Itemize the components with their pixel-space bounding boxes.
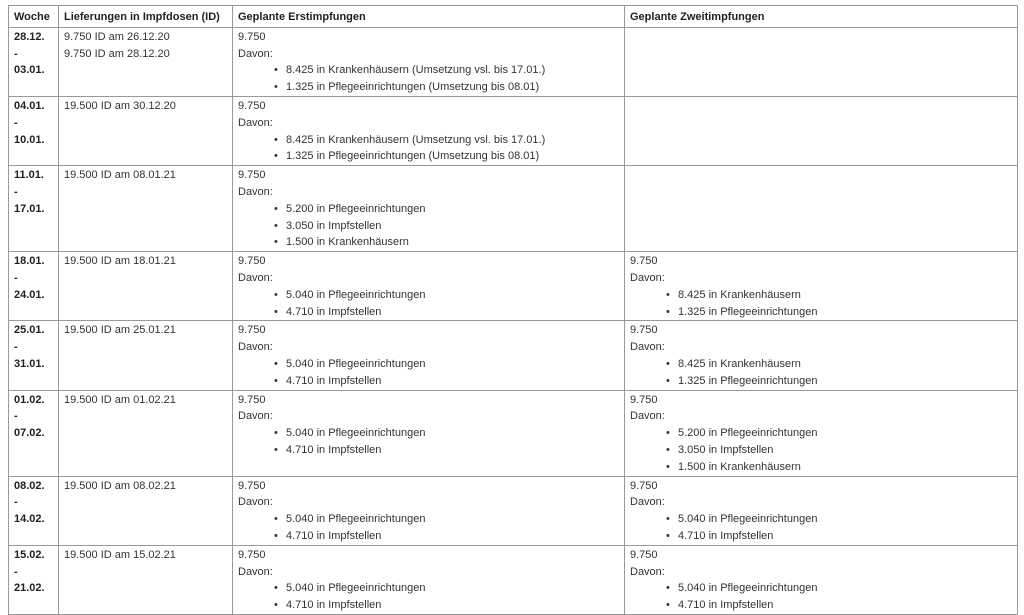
week-line: 21.02. <box>14 582 45 595</box>
deliveries-cell <box>59 96 233 165</box>
breakdown-item: • 5.040 in Pflegeeinrichtungen <box>238 287 620 304</box>
breakdown-item: • 5.200 in Pflegeeinrichtungen <box>238 201 620 218</box>
breakdown-item: • 1.325 in Pflegeeinrichtungen (Umsetzung bis 08.01) <box>238 148 620 165</box>
davon-label: Davon: <box>238 116 273 129</box>
header-row <box>9 6 1018 28</box>
week-line: - <box>14 185 18 198</box>
breakdown-list <box>238 511 620 545</box>
week-line: 28.12. <box>14 30 45 43</box>
header-first-vaccinations: Geplante Erstimpfungen <box>233 6 625 28</box>
davon-label: Davon: <box>630 496 665 509</box>
davon-label: Davon: <box>238 496 273 509</box>
week-line: 17.01. <box>14 202 45 215</box>
dose-total: 9.750 <box>238 548 266 561</box>
davon-label: Davon: <box>630 565 665 578</box>
second-vaccination-cell <box>625 390 1018 476</box>
second-vaccination-cell <box>625 96 1018 165</box>
header-week: Woche <box>9 6 59 28</box>
week-line: 14.02. <box>14 513 45 526</box>
breakdown-list <box>238 132 620 166</box>
breakdown-item: • 5.040 in Pflegeeinrichtungen <box>630 511 1013 528</box>
week-line: - <box>14 565 18 578</box>
week-cell <box>9 321 59 390</box>
table-row <box>9 166 1018 252</box>
week-line: 25.01. <box>14 324 45 337</box>
breakdown-list <box>238 356 620 390</box>
second-vaccination-cell <box>625 321 1018 390</box>
deliveries-cell <box>59 545 233 614</box>
delivery-line: 9.750 ID am 28.12.20 <box>64 47 170 60</box>
delivery-line: 9.750 ID am 26.12.20 <box>64 30 170 43</box>
second-vaccination-cell <box>625 252 1018 321</box>
week-line: - <box>14 116 18 129</box>
week-line: - <box>14 271 18 284</box>
table-row <box>9 252 1018 321</box>
first-vaccination-cell <box>233 545 625 614</box>
davon-label: Davon: <box>238 341 273 354</box>
dose-total: 9.750 <box>630 548 658 561</box>
breakdown-item: • 5.040 in Pflegeeinrichtungen <box>630 580 1013 597</box>
dose-total: 9.750 <box>630 393 658 406</box>
breakdown-item: • 8.425 in Krankenhäusern (Umsetzung vsl. bis 17.01.) <box>238 62 620 79</box>
dose-total: 9.750 <box>238 99 266 112</box>
breakdown-item: • 1.325 in Pflegeeinrichtungen <box>630 304 1013 321</box>
deliveries-cell <box>59 476 233 545</box>
breakdown-item: • 1.500 in Krankenhäusern <box>238 234 620 251</box>
first-vaccination-cell <box>233 27 625 96</box>
week-line: - <box>14 341 18 354</box>
week-cell <box>9 545 59 614</box>
table-row <box>9 96 1018 165</box>
breakdown-item: • 8.425 in Krankenhäusern <box>630 287 1013 304</box>
breakdown-item: • 5.200 in Pflegeeinrichtungen <box>630 425 1013 442</box>
breakdown-item: • 3.050 in Impfstellen <box>238 218 620 235</box>
first-vaccination-cell <box>233 321 625 390</box>
week-line: 15.02. <box>14 548 45 561</box>
dose-total: 9.750 <box>238 255 266 268</box>
dose-total: 9.750 <box>630 255 658 268</box>
table-row <box>9 321 1018 390</box>
davon-label: Davon: <box>630 410 665 423</box>
delivery-line: 19.500 ID am 08.02.21 <box>64 479 176 492</box>
breakdown-item: • 4.710 in Impfstellen <box>238 528 620 545</box>
second-vaccination-cell <box>625 27 1018 96</box>
breakdown-item: • 5.040 in Pflegeeinrichtungen <box>238 511 620 528</box>
breakdown-item: • 3.050 in Impfstellen <box>630 442 1013 459</box>
deliveries-cell <box>59 27 233 96</box>
week-cell <box>9 96 59 165</box>
breakdown-list <box>238 425 620 459</box>
breakdown-list <box>238 287 620 321</box>
week-line: 03.01. <box>14 64 45 77</box>
delivery-line: 19.500 ID am 01.02.21 <box>64 393 176 406</box>
vaccination-schedule-table <box>8 5 1018 615</box>
week-line: 04.01. <box>14 99 45 112</box>
breakdown-item: • 4.710 in Impfstellen <box>630 528 1013 545</box>
breakdown-item: • 4.710 in Impfstellen <box>630 597 1013 614</box>
breakdown-item: • 1.325 in Pflegeeinrichtungen <box>630 373 1013 390</box>
davon-label: Davon: <box>238 47 273 60</box>
first-vaccination-cell <box>233 476 625 545</box>
dose-total: 9.750 <box>238 393 266 406</box>
davon-label: Davon: <box>630 271 665 284</box>
breakdown-item: • 8.425 in Krankenhäusern (Umsetzung vsl. bis 17.01.) <box>238 132 620 149</box>
week-cell <box>9 166 59 252</box>
breakdown-list <box>630 425 1013 475</box>
deliveries-cell <box>59 321 233 390</box>
dose-total: 9.750 <box>238 324 266 337</box>
breakdown-item: • 5.040 in Pflegeeinrichtungen <box>238 356 620 373</box>
first-vaccination-cell <box>233 96 625 165</box>
davon-label: Davon: <box>630 341 665 354</box>
davon-label: Davon: <box>238 185 273 198</box>
table-row <box>9 27 1018 96</box>
dose-total: 9.750 <box>630 479 658 492</box>
delivery-line: 19.500 ID am 15.02.21 <box>64 548 176 561</box>
breakdown-item: • 1.325 in Pflegeeinrichtungen (Umsetzung bis 08.01) <box>238 79 620 96</box>
week-cell <box>9 27 59 96</box>
breakdown-list <box>630 580 1013 614</box>
breakdown-item: • 4.710 in Impfstellen <box>238 373 620 390</box>
week-cell <box>9 252 59 321</box>
breakdown-item: • 4.710 in Impfstellen <box>238 442 620 459</box>
breakdown-list <box>630 287 1013 321</box>
week-line: - <box>14 47 18 60</box>
deliveries-cell <box>59 252 233 321</box>
deliveries-cell <box>59 166 233 252</box>
week-cell <box>9 476 59 545</box>
breakdown-item: • 5.040 in Pflegeeinrichtungen <box>238 580 620 597</box>
dose-total: 9.750 <box>238 479 266 492</box>
second-vaccination-cell <box>625 166 1018 252</box>
week-line: 08.02. <box>14 479 45 492</box>
delivery-line: 19.500 ID am 18.01.21 <box>64 255 176 268</box>
table-row <box>9 545 1018 614</box>
week-line: 18.01. <box>14 255 45 268</box>
breakdown-list <box>238 580 620 614</box>
second-vaccination-cell <box>625 476 1018 545</box>
breakdown-item: • 8.425 in Krankenhäusern <box>630 356 1013 373</box>
week-line: 10.01. <box>14 133 45 146</box>
table-row <box>9 476 1018 545</box>
delivery-line: 19.500 ID am 25.01.21 <box>64 324 176 337</box>
dose-total: 9.750 <box>630 324 658 337</box>
breakdown-list <box>238 62 620 96</box>
delivery-line: 19.500 ID am 30.12.20 <box>64 99 176 112</box>
header-second-vaccinations: Geplante Zweitimpfungen <box>625 6 1018 28</box>
breakdown-list <box>630 356 1013 390</box>
first-vaccination-cell <box>233 252 625 321</box>
dose-total: 9.750 <box>238 169 266 182</box>
deliveries-cell <box>59 390 233 476</box>
dose-total: 9.750 <box>238 30 266 43</box>
week-line: 11.01. <box>14 169 44 182</box>
davon-label: Davon: <box>238 271 273 284</box>
week-line: 01.02. <box>14 393 45 406</box>
first-vaccination-cell <box>233 166 625 252</box>
week-line: 07.02. <box>14 427 45 440</box>
davon-label: Davon: <box>238 565 273 578</box>
week-line: - <box>14 496 18 509</box>
first-vaccination-cell <box>233 390 625 476</box>
week-cell <box>9 390 59 476</box>
header-deliveries: Lieferungen in Impfdosen (ID) <box>59 6 233 28</box>
week-line: - <box>14 410 18 423</box>
breakdown-list <box>630 511 1013 545</box>
breakdown-item: • 4.710 in Impfstellen <box>238 597 620 614</box>
breakdown-list <box>238 201 620 251</box>
breakdown-item: • 1.500 in Krankenhäusern <box>630 459 1013 476</box>
breakdown-item: • 5.040 in Pflegeeinrichtungen <box>238 425 620 442</box>
second-vaccination-cell <box>625 545 1018 614</box>
week-line: 31.01. <box>14 357 45 370</box>
table-row <box>9 390 1018 476</box>
breakdown-item: • 4.710 in Impfstellen <box>238 304 620 321</box>
week-line: 24.01. <box>14 288 45 301</box>
delivery-line: 19.500 ID am 08.01.21 <box>64 169 176 182</box>
davon-label: Davon: <box>238 410 273 423</box>
